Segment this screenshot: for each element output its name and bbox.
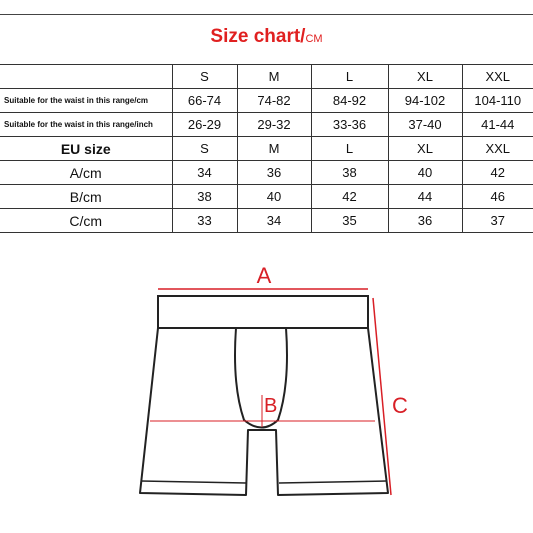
table-cell: 26-29 (172, 113, 237, 137)
header-cell: S (172, 65, 237, 89)
row-label: Suitable for the waist in this range/cm (0, 89, 172, 113)
header-cell: L (311, 65, 388, 89)
table-cell: 34 (237, 209, 311, 233)
row-label: EU size (0, 137, 172, 161)
table-cell: 29-32 (237, 113, 311, 137)
table-cell: 37 (462, 209, 533, 233)
left-leg-hem (141, 481, 246, 483)
row-label: A/cm (0, 161, 172, 185)
table-row (0, 161, 533, 185)
table-cell: 104-110 (462, 89, 533, 113)
label-b: B (264, 395, 278, 417)
table-row (0, 113, 533, 137)
table-cell: XXL (462, 137, 533, 161)
header-cell: XXL (462, 65, 533, 89)
table-cell: 33-36 (311, 113, 388, 137)
waistband-outline (158, 296, 368, 328)
header-cell (0, 65, 172, 89)
table-cell: 94-102 (388, 89, 462, 113)
header-cell: M (237, 65, 311, 89)
table-cell: 46 (462, 185, 533, 209)
table-row (0, 209, 533, 233)
top-divider (0, 14, 533, 15)
table-cell: 38 (311, 161, 388, 185)
table-cell: 36 (237, 161, 311, 185)
header-cell: XL (388, 65, 462, 89)
table-cell: 40 (388, 161, 462, 185)
pouch-outline (235, 328, 287, 428)
row-label: C/cm (0, 209, 172, 233)
table-cell: 74-82 (237, 89, 311, 113)
table-cell: 44 (388, 185, 462, 209)
table-cell: 36 (388, 209, 462, 233)
table-row (0, 89, 533, 113)
table-cell: 40 (237, 185, 311, 209)
table-cell: 33 (172, 209, 237, 233)
table-cell: S (172, 137, 237, 161)
table-cell: M (237, 137, 311, 161)
size-table (0, 64, 533, 233)
table-row (0, 137, 533, 161)
table-cell: 34 (172, 161, 237, 185)
table-cell: 84-92 (311, 89, 388, 113)
table-cell: L (311, 137, 388, 161)
row-label: B/cm (0, 185, 172, 209)
table-cell: 37-40 (388, 113, 462, 137)
table-cell: 66-74 (172, 89, 237, 113)
table-header-row (0, 65, 533, 89)
table-cell: 35 (311, 209, 388, 233)
table-cell: 42 (311, 185, 388, 209)
table-cell: XL (388, 137, 462, 161)
boxer-measurement-diagram (0, 255, 533, 525)
table-row (0, 185, 533, 209)
title-main: Size chart/ (210, 26, 306, 47)
label-a: A (256, 263, 272, 288)
table-cell: 42 (462, 161, 533, 185)
label-c: C (392, 393, 408, 418)
right-leg-hem (279, 481, 386, 483)
row-label: Suitable for the waist in this range/inch (0, 113, 172, 137)
title-unit: CM (305, 33, 323, 45)
table-cell: 38 (172, 185, 237, 209)
chart-title (0, 26, 533, 48)
table-cell: 41-44 (462, 113, 533, 137)
